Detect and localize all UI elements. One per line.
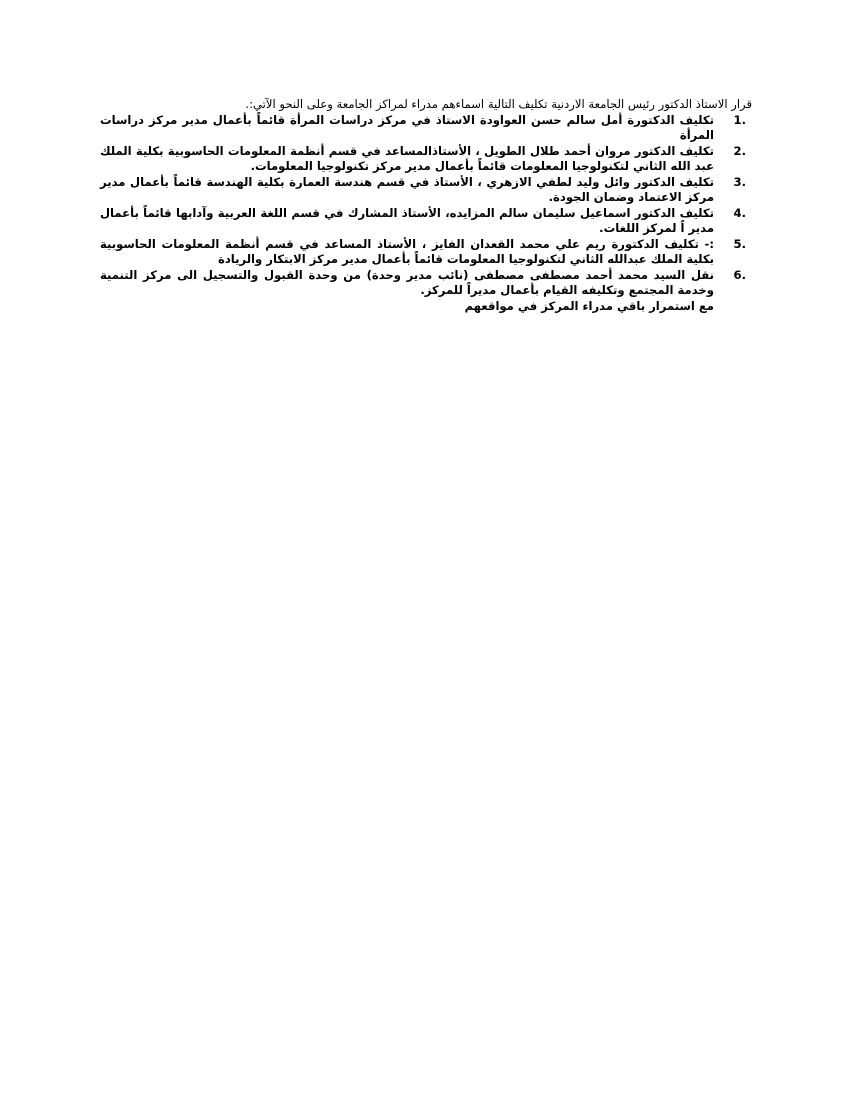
item-text: تكليف الدكتورة أمل سالم حسن العواودة الاستاذ في مركز دراسات المرأة قائماً بأعمال مدير مركز دراسات المرأة — [100, 112, 714, 142]
document-body — [100, 97, 752, 314]
list-item — [100, 144, 752, 175]
item-number: 6. — [733, 267, 746, 282]
item-number: 3. — [733, 174, 746, 189]
item-number: 4. — [733, 205, 746, 220]
list-item — [100, 113, 752, 144]
list-item — [100, 268, 752, 299]
list-item — [100, 237, 752, 268]
item-number: 1. — [733, 112, 746, 127]
closing-line: مع استمرار باقي مدراء المركز في مواقعهم — [464, 298, 714, 313]
list-item — [100, 175, 752, 206]
item-text: نقل السيد محمد أحمد مصطفى مصطفى (نائب مدير وحدة) من وحدة القبول والتسجيل الى مركز التنمية وخدمة المجتمع وتكليفه القيام بأعمال مديراً للمركز. — [100, 267, 714, 297]
list-item — [100, 206, 752, 237]
decision-list — [100, 113, 752, 299]
item-text: :- تكليف الدكتورة ريم علي محمد القعدان الفايز ، الأستاذ المساعد في قسم أنظمة المعلومات الحاسوبية بكلية الملك عبدالله الثاني لتكنولوجيا المعلومات قائماً بأعمال مدير مركز الابتكار والريادة — [100, 236, 714, 266]
item-text: تكليف الدكتور وائل وليد لطفي الازهري ، الأستاذ في قسم هندسة العمارة بكلية الهندسة قائماً بأعمال مدير مركز الاعتماد وضمان الجودة. — [100, 174, 714, 204]
decision-intro: قرار الاستاذ الدكتور رئيس الجامعة الاردنية تكليف التالية اسماءهم مدراء لمراكز الجامعة وعلى النحو الآتي:. — [245, 97, 752, 111]
item-number: 5. — [733, 236, 746, 251]
item-number: 2. — [733, 143, 746, 158]
item-text: تكليف الدكتور اسماعيل سليمان سالم المزايده، الأستاذ المشارك في قسم اللغة العربية وآدابها قائماً بأعمال مدير اً لمركز اللغات. — [100, 205, 714, 235]
item-text: تكليف الدكتور مروان أحمد طلال الطويل ، الأستاذالمساعد في قسم أنظمة المعلومات الحاسوبية بكلية الملك عبد الله الثاني لتكنولوجيا المعلومات قائماً بأعمال مدير مركز تكنولوجيا المعلومات. — [100, 143, 714, 173]
